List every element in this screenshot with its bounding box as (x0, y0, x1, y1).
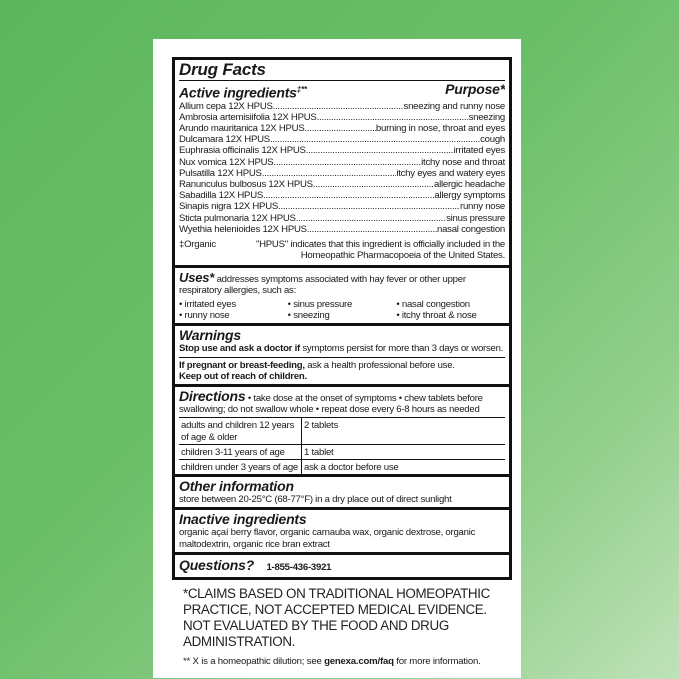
leader-dots (306, 145, 454, 156)
leader-dots (263, 190, 434, 201)
ingredient-purpose: sinus pressure (446, 212, 505, 224)
drug-facts-panel (172, 57, 512, 580)
ingredient-row (179, 201, 505, 212)
age-group: children 3-11 years of age (179, 444, 302, 459)
dose: ask a doctor before use (302, 459, 506, 474)
ingredient-row (179, 145, 505, 156)
ingredient-name: Euphrasia officinalis 12X HPUS (179, 145, 306, 157)
active-mark: ‡** (296, 85, 307, 94)
hpus-text: "HPUS" indicates that this ingredient is officially included in the Homeopathic Pharmacopoeia of the United States. (255, 239, 505, 262)
ingredient-name: Allium cepa 12X HPUS (179, 100, 273, 112)
inactive-title: Inactive ingredients (179, 511, 307, 528)
dose: 2 tablets (302, 418, 506, 444)
ingredient-row (179, 112, 505, 123)
ingredient-name: Dulcamara 12X HPUS (179, 134, 270, 146)
directions-title: Directions (179, 387, 246, 404)
use-item: • itchy throat & nose (396, 310, 477, 322)
dosage-row (179, 418, 505, 444)
inactive-text: organic açaí berry flavor, organic carnauba wax, organic dextrose, organic maltodextrin, organic rice bran extract (179, 527, 476, 550)
uses-text: addresses symptoms associated with hay fever or other upper respiratory allergies, such as: (179, 273, 466, 296)
questions-title: Questions? (179, 556, 255, 573)
ingredient-name: Ranunculus bulbosus 12X HPUS (179, 179, 313, 191)
leader-dots (317, 112, 469, 123)
active-header (179, 82, 505, 101)
ingredient-purpose: itchy eyes and watery eyes (396, 167, 505, 179)
ingredient-row (179, 123, 505, 134)
claims-disclaimer: *CLAIMS BASED ON TRADITIONAL HOMEOPATHIC PRACTICE, NOT ACCEPTED MEDICAL EVIDENCE. NOT EVALUATED BY THE FOOD AND DRUG ADMINISTRATION. (183, 585, 490, 649)
questions-section (175, 552, 509, 577)
ingredient-purpose: sneezing and runny nose (403, 100, 505, 112)
ingredient-name: Ambrosia artemisiifolia 12X HPUS (179, 111, 317, 123)
faq-link[interactable]: genexa.com/faq (324, 655, 394, 667)
footnote-end: for more information. (396, 655, 481, 667)
other-info-text: store between 20-25°C (68-77°F) in a dry place out of direct sunlight (179, 494, 452, 506)
dose: 1 tablet (302, 444, 506, 459)
ingredient-row (179, 101, 505, 112)
ingredient-name: Pulsatilla 12X HPUS (179, 167, 262, 179)
footnote-text: ** X is a homeopathic dilution; see (183, 655, 322, 667)
warnings-title: Warnings (179, 327, 241, 344)
uses-section (175, 265, 509, 324)
ingredient-name: Sinapis nigra 12X HPUS (179, 201, 279, 213)
leader-dots (305, 123, 376, 134)
leader-dots (262, 168, 397, 179)
phone-number: 1-855-436-3921 (266, 561, 332, 573)
ingredient-row (179, 190, 505, 201)
dosage-row (179, 444, 505, 459)
inactive-section (175, 507, 509, 551)
footnote (183, 656, 513, 668)
pregnant-text: ask a health professional before use. (307, 359, 455, 371)
dosage-row (179, 459, 505, 474)
keep-out-text: Keep out of reach of children. (179, 370, 307, 382)
ingredient-name: Nux vomica 12X HPUS (179, 156, 274, 168)
age-group: adults and children 12 years of age & older (179, 418, 302, 444)
use-item: • sneezing (287, 310, 330, 322)
ingredient-name: Sticta pulmonaria 12X HPUS (179, 212, 296, 224)
leader-dots (313, 179, 434, 190)
uses-title: Uses* (179, 269, 215, 285)
ingredient-name: Arundo mauritanica 12X HPUS (179, 123, 305, 135)
ingredient-list (179, 101, 505, 235)
ingredient-row (179, 134, 505, 145)
active-title: Active ingredients (179, 84, 297, 101)
ingredient-purpose: allergic headache (434, 179, 505, 191)
use-item: • runny nose (179, 310, 230, 322)
pregnant-bold: If pregnant or breast-feeding, (179, 359, 305, 371)
ingredient-purpose: sneezing (468, 111, 505, 123)
ingredient-row (179, 224, 505, 235)
organic-note: ‡Organic (179, 239, 216, 251)
ingredient-purpose: runny nose (460, 201, 505, 213)
ingredient-row (179, 168, 505, 179)
title: Drug Facts (179, 60, 505, 81)
use-item: • irritated eyes (179, 298, 236, 310)
stop-use-bold: Stop use and ask a doctor if (179, 343, 300, 355)
use-item: • nasal congestion (396, 298, 470, 310)
use-item: • sinus pressure (287, 298, 353, 310)
purpose-title: Purpose* (445, 82, 505, 97)
directions-section (175, 384, 509, 474)
stop-use-text: symptoms persist for more than 3 days or worsen. (302, 343, 504, 355)
ingredient-purpose: nasal congestion (436, 223, 505, 235)
ingredient-row (179, 157, 505, 168)
drug-facts-label (153, 39, 521, 678)
warnings-section (175, 323, 509, 384)
uses-bullets (179, 299, 505, 321)
other-info-section (175, 474, 509, 507)
leader-dots (307, 224, 437, 235)
ingredient-name: Wyethia helenioides 12X HPUS (179, 223, 307, 235)
ingredient-purpose: irritated eyes (453, 145, 505, 157)
age-group: children under 3 years of age (179, 459, 302, 474)
leader-dots (270, 134, 480, 145)
ingredient-name: Sabadilla 12X HPUS (179, 190, 264, 202)
dosage-table (179, 417, 505, 474)
ingredient-row (179, 179, 505, 190)
ingredient-purpose: itchy nose and throat (421, 156, 505, 168)
ingredient-purpose: burning in nose, throat and eyes (375, 123, 505, 135)
other-info-title: Other information (179, 478, 294, 495)
leader-dots (296, 213, 446, 224)
ingredient-purpose: cough (480, 134, 505, 146)
hpus-note (179, 239, 505, 261)
leader-dots (278, 201, 460, 212)
ingredient-purpose: allergy symptoms (434, 190, 505, 202)
directions-text: • take dose at the onset of symptoms • chew tablets before swallowing; do not swallow whole • repeat dose every 6-8 hours as needed (179, 392, 483, 416)
ingredient-row (179, 213, 505, 224)
leader-dots (273, 101, 404, 112)
leader-dots (273, 157, 421, 168)
